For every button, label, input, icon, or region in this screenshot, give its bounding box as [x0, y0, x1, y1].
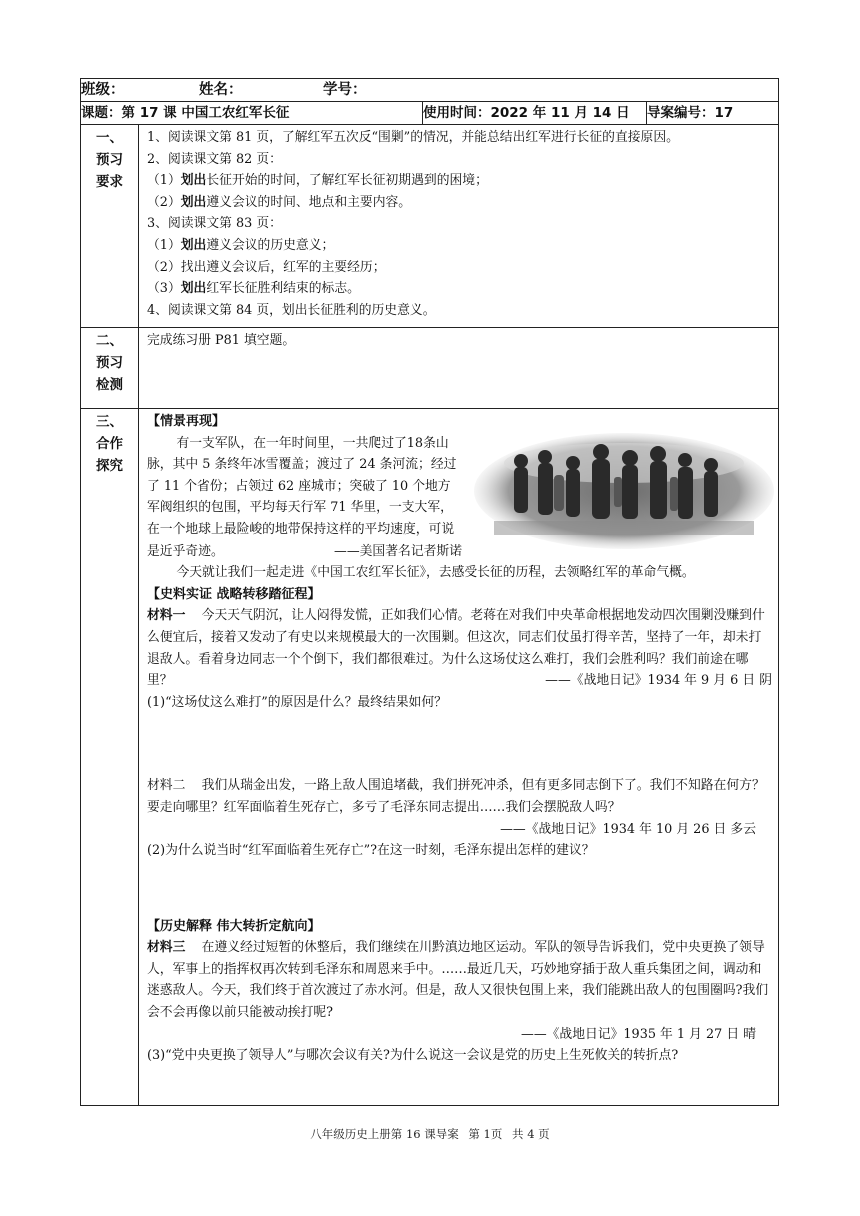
footer-page: 第 1页 — [468, 1127, 503, 1141]
student-id-label: 学号： — [323, 82, 367, 98]
use-time — [423, 102, 647, 125]
scene-title: 【情景再现】 — [147, 414, 226, 429]
section1-label — [81, 125, 139, 328]
intro-text: 今天就让我们一起走进《中国工农红军长征》，去感受长征的历程，去领略红军的革命气概。 — [176, 565, 695, 581]
req-keyword: 划出 — [180, 281, 207, 297]
section-preview-requirements — [81, 125, 779, 328]
worksheet — [80, 78, 778, 1106]
section-preview-check — [81, 328, 779, 409]
scene-text: 有一支军队，在一年时间里，一共爬过了18条山脉，其中 5 条终年冰雪覆盖；渡过了 24 条河流；经过了 11 个省份；占领过 62 座城市；突破了 10 个地方军阀组织的包围，平均每天行军 71 华里，一支大军，在一个地球上最险峻的地带保持这样的平均速度，可说是近乎奇迹。 — [147, 435, 457, 559]
material3 — [147, 937, 774, 1023]
question3: (3)“党中央更换了领导人”与哪次会议有关?为什么说这一会议是党的历史上生死攸关的转折点? — [147, 1048, 679, 1064]
worksheet-table — [80, 78, 779, 1106]
material2-label: 材料二 — [147, 778, 186, 794]
student-info-cell — [81, 79, 779, 102]
section2-label-line1: 二、 — [96, 333, 123, 349]
req-item: 2、阅读课文第 82 页： — [147, 151, 282, 167]
topic-row — [81, 102, 779, 125]
section3-label-line3: 探究 — [96, 458, 123, 474]
section-cooperative-inquiry — [81, 409, 779, 1106]
material2 — [147, 775, 774, 818]
req-item: 1、阅读课文第 81 页，了解红军五次反“围剿”的情况，并能总结出红军进行长征的直接原因。 — [147, 130, 679, 145]
material2-source: ——《战地日记》1934 年 10 月 26 日 多云 — [500, 821, 756, 837]
req-keyword: 划出 — [180, 173, 207, 189]
footer-total: 共 4 页 — [512, 1127, 550, 1141]
section1-content — [139, 125, 779, 328]
section1-label-line1: 一、 — [96, 130, 123, 146]
section3-label-line2: 合作 — [96, 436, 123, 452]
section3-label-line1: 三、 — [96, 414, 123, 430]
red-army-photo-image — [474, 433, 774, 551]
student-info-row — [81, 79, 779, 102]
req-item: （1）划出遵义会议的历史意义； — [147, 237, 335, 253]
lesson-title: 课题：第 17 课 中国工农红军长征 — [81, 102, 423, 125]
question2: (2)为什么说当时“红军面临着生死存亡”?在这一时刻，毛泽东提出怎样的建议？ — [147, 843, 595, 859]
part1-title: 【史料实证 战略转移踏征程】 — [147, 586, 321, 602]
red-army-photo — [474, 433, 774, 551]
answer-space-2 — [147, 862, 774, 916]
use-time-text: 使用时间：2022 年 11 月 14 日 — [423, 105, 630, 121]
material2-text: 我们从瑞金出发，一路上敌人围追堵截，我们拼死冲杀，但有更多同志倒下了。我们不知路在何方？要走向哪里？红军面临着生死存亡，多亏了毛泽东同志提出……我们会摆脱敌人吗？ — [147, 778, 765, 815]
section1-label-line2: 预习 — [96, 152, 123, 168]
section3-content — [139, 409, 779, 1106]
material3-text: 在遵义经过短暂的休整后，我们继续在川黔滇边地区运动。军队的领导告诉我们，党中央更换了领导人，军事上的指挥权再次转到毛泽东和周恩来手中。……最近几天，巧妙地穿插于敌人重兵集团之间，调动和迷惑敌人。今天，我们终于首次渡过了赤水河。但是，敌人又很快包围上来，我们能跳出敌人的包围圈吗?我们会不会再像以前只能被动挨打呢? — [147, 940, 769, 1021]
name-label: 姓名： — [199, 82, 243, 98]
req-keyword: 划出 — [180, 194, 207, 210]
scene-source: ——美国著名记者斯诺 — [334, 543, 462, 559]
question1: (1)“这场仗这么难打”的原因是什么？最终结果如何？ — [147, 694, 447, 710]
section3-label — [81, 409, 139, 1106]
material1-text: 今天天气阴沉，让人闷得发慌，正如我们心情。老蒋在对我们中央革命根据地发动四次围剿没赚到什么便宜后，接着又发动了有史以来规模最大的一次围剿。但这次，同志们仗虽打得辛苦，坚持了一年，却未打退敌人。看着身边同志一个个倒下，我们都很难过。为什么这场仗这么难打，我们会胜利吗？我们前途在哪里？ — [147, 608, 765, 689]
guide-number-text: 导案编号：17 — [647, 105, 734, 121]
section2-label — [81, 328, 139, 409]
req-item: 3、阅读课文第 83 页： — [147, 216, 282, 232]
req-item: （2）划出遵义会议的时间、地点和主要内容。 — [147, 194, 412, 210]
req-keyword: 划出 — [180, 237, 207, 253]
footer-text: 八年级历史上册第 16 课导案 — [310, 1127, 459, 1141]
material1-label: 材料一 — [147, 608, 186, 624]
section2-text: 完成练习册 P81 填空题。 — [147, 333, 296, 348]
section1-label-line3: 要求 — [96, 174, 123, 190]
req-item: （3）划出红军长征胜利结束的标志。 — [147, 281, 360, 297]
req-item: 4、阅读课文第 84 页，划出长征胜利的历史意义。 — [147, 302, 436, 318]
section2-content — [139, 328, 779, 409]
req-item: （1）划出长征开始的时间，了解红军长征初期遇到的困境； — [147, 173, 488, 189]
answer-space-1 — [147, 713, 774, 775]
guide-number — [647, 102, 779, 125]
material3-source: ——《战地日记》1935 年 1 月 27 日 晴 — [521, 1026, 756, 1042]
page-footer — [0, 1126, 860, 1142]
section2-label-line2: 预习 — [96, 355, 123, 371]
material1-source: ——《战地日记》1934 年 9 月 6 日 阴 — [545, 673, 772, 689]
req-item: （2）找出遵义会议后，红军的主要经历； — [147, 259, 386, 275]
part2-title: 【历史解释 伟大转折定航向】 — [147, 918, 321, 934]
class-label: 班级： — [81, 82, 125, 98]
material3-label: 材料三 — [147, 940, 186, 956]
section2-label-line3: 检测 — [96, 377, 123, 393]
